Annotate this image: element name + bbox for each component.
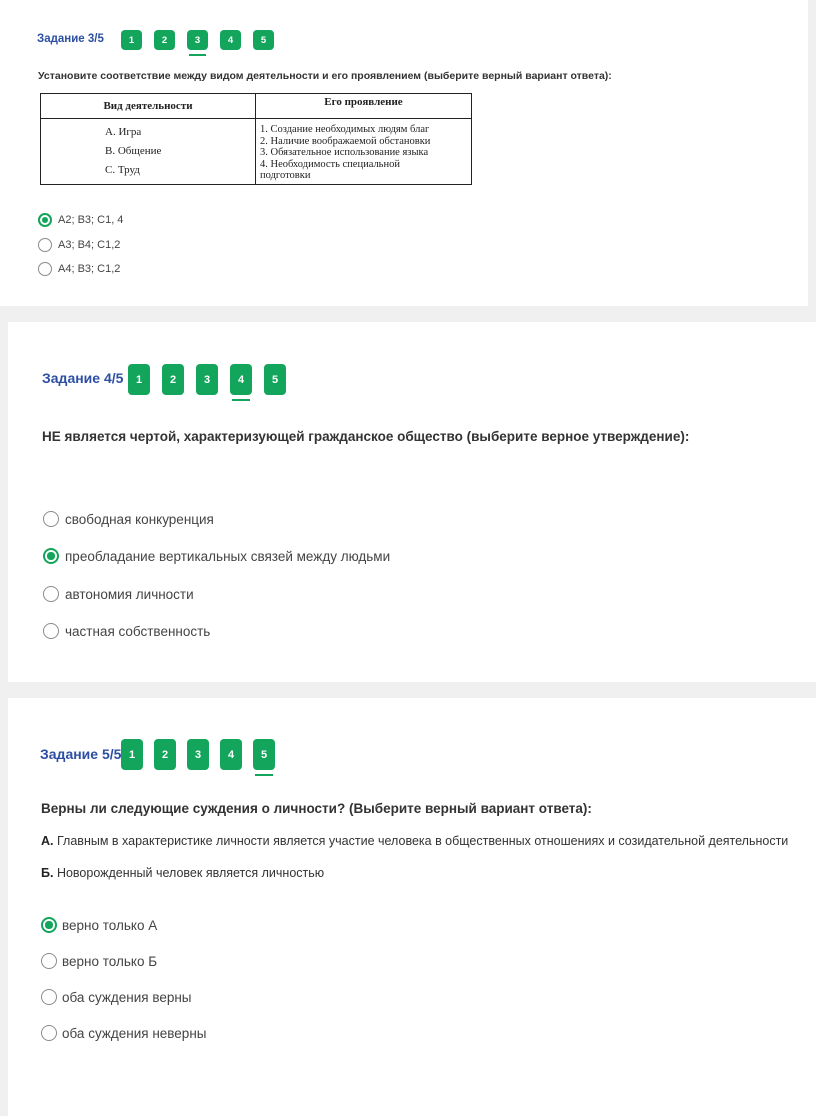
statement-text: Главным в характеристике личности является участие человека в общественных отношениях и созидательной деятельности (56, 834, 789, 848)
option-label: А4; В3; С1,2 (58, 263, 121, 275)
nav-button-5[interactable]: 5 (253, 739, 275, 770)
question-text: Верны ли следующие суждения о личности? (Выберите верный вариант ответа): (41, 801, 592, 816)
nav-button-2[interactable]: 2 (154, 739, 176, 770)
nav-button-5[interactable]: 5 (264, 364, 286, 395)
option-label: А3; В4; С1,2 (58, 239, 121, 251)
task-title: Задание 4/5 (42, 370, 124, 386)
nav-button-3[interactable]: 3 (196, 364, 218, 395)
statement-label: А. (41, 834, 54, 848)
statement-text: Новорожденный человек является личностью (56, 866, 325, 880)
nav-button-1[interactable]: 1 (128, 364, 150, 395)
nav-button-3[interactable]: 3 (187, 739, 209, 770)
task-card-5 (8, 698, 816, 1116)
nav-button-2[interactable]: 2 (162, 364, 184, 395)
radio-selected-icon[interactable] (43, 548, 59, 564)
option-label: оба суждения верны (62, 989, 192, 1005)
answer-option[interactable] (38, 262, 120, 276)
manifestation-item: 3. Обязательное использование языка (260, 147, 429, 158)
manifestation-item: 4. Необходимость специальной подготовки (260, 158, 400, 181)
radio-empty-icon[interactable] (41, 953, 57, 969)
task-nav (121, 739, 275, 770)
option-label: автономия личности (65, 586, 194, 602)
nav-button-1[interactable]: 1 (121, 30, 142, 50)
manifestation-item: 2. Наличие воображаемой обстановки (260, 135, 431, 147)
option-label: А2; В3; С1, 4 (58, 214, 124, 226)
manifestation-list (256, 119, 472, 185)
radio-empty-icon[interactable] (38, 262, 52, 276)
nav-button-4[interactable]: 4 (220, 30, 241, 50)
answer-option[interactable] (38, 213, 123, 227)
nav-button-1[interactable]: 1 (121, 739, 143, 770)
task-nav (121, 30, 274, 50)
table-header-manifestation: Его проявление (256, 94, 472, 119)
radio-selected-icon[interactable] (38, 213, 52, 227)
answer-option[interactable] (41, 917, 157, 933)
statement-b (41, 866, 324, 880)
radio-empty-icon[interactable] (43, 586, 59, 602)
nav-button-4[interactable]: 4 (230, 364, 252, 395)
option-label: частная собственность (65, 623, 211, 639)
radio-empty-icon[interactable] (43, 511, 59, 527)
task-card-3 (0, 0, 808, 306)
nav-button-5[interactable]: 5 (253, 30, 274, 50)
activity-item: А. Игра (105, 126, 142, 138)
task-title: Задание 5/5 (40, 746, 122, 762)
statement-a (41, 834, 788, 848)
option-label: свободная конкуренция (65, 511, 214, 527)
activity-item: С. Труд (105, 164, 140, 176)
task-nav (128, 364, 286, 395)
option-label: верно только А (62, 917, 158, 933)
option-label: оба суждения неверны (62, 1025, 207, 1041)
answer-option[interactable] (41, 989, 192, 1005)
radio-selected-icon[interactable] (41, 917, 57, 933)
manifestation-item: 1. Создание необходимых людям благ (260, 124, 430, 135)
answer-option[interactable] (41, 1025, 206, 1041)
answer-option[interactable] (43, 623, 210, 639)
nav-button-4[interactable]: 4 (220, 739, 242, 770)
radio-empty-icon[interactable] (43, 623, 59, 639)
table-header-activity: Вид деятельности (41, 94, 256, 119)
activity-item: В. Общение (105, 145, 162, 157)
task-title: Задание 3/5 (37, 33, 104, 45)
answer-option[interactable] (43, 511, 214, 527)
question-text: Установите соответствие между видом деятельности и его проявлением (выберите верный вариант ответа): (38, 70, 612, 82)
answer-option[interactable] (43, 548, 390, 564)
task-card-4 (8, 322, 816, 682)
answer-option[interactable] (43, 586, 194, 602)
answer-option[interactable] (38, 238, 120, 252)
radio-empty-icon[interactable] (41, 989, 57, 1005)
option-label: верно только Б (62, 953, 158, 969)
nav-button-2[interactable]: 2 (154, 30, 175, 50)
statement-label: Б. (41, 866, 54, 880)
radio-empty-icon[interactable] (41, 1025, 57, 1041)
option-label: преобладание вертикальных связей между людьми (65, 548, 391, 564)
matching-table (40, 93, 472, 185)
answer-option[interactable] (41, 953, 157, 969)
radio-empty-icon[interactable] (38, 238, 52, 252)
question-text: НЕ является чертой, характеризующей гражданское общество (выберите верное утверждение): (42, 429, 690, 444)
nav-button-3[interactable]: 3 (187, 30, 208, 50)
activity-list (41, 119, 256, 185)
